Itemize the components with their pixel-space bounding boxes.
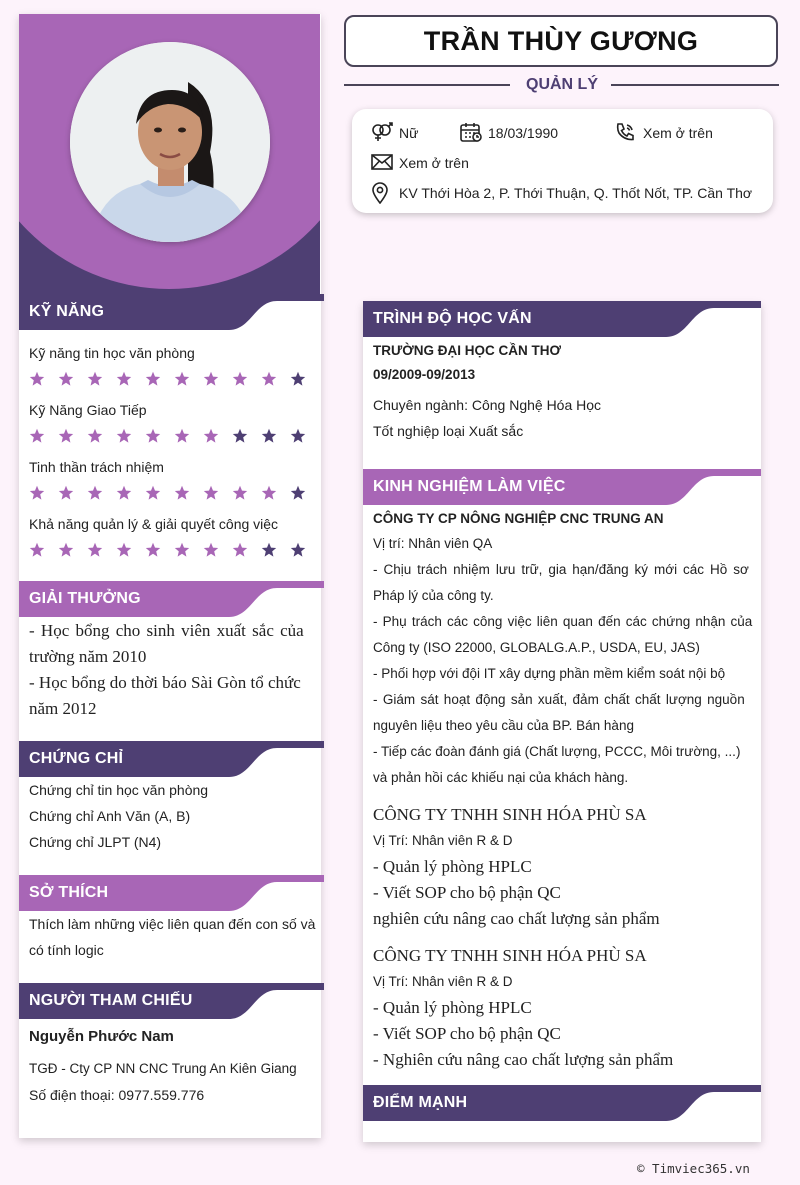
job-duty: nguyên liệu theo yêu cầu của BP. Bán hàng bbox=[373, 718, 634, 733]
star-filled-icon bbox=[232, 370, 261, 388]
email-icon bbox=[371, 154, 393, 175]
skill-label: Tinh thần trách nhiệm bbox=[29, 459, 164, 475]
profile-photo-block bbox=[19, 14, 320, 294]
job-duty: và phản hồi các khiếu nại của khách hàng. bbox=[373, 770, 629, 785]
avatar bbox=[70, 42, 270, 242]
star-filled-icon bbox=[87, 484, 116, 502]
education-title: TRÌNH ĐỘ HỌC VẤN bbox=[373, 310, 532, 327]
contact-birthdate: 18/03/1990 bbox=[488, 125, 559, 141]
star-filled-icon bbox=[29, 484, 58, 502]
award-line: trường năm 2010 bbox=[29, 647, 147, 666]
calendar-icon bbox=[460, 122, 482, 147]
reference-position: TGĐ - Cty CP NN CNC Trung An Kiên Giang bbox=[29, 1061, 297, 1076]
star-filled-icon bbox=[232, 541, 261, 559]
star-filled-icon bbox=[58, 484, 87, 502]
awards-title: GIẢI THƯỞNG bbox=[29, 590, 141, 607]
experience-header bbox=[363, 469, 761, 505]
job-duty: - Quản lý phòng HPLC bbox=[373, 857, 532, 876]
star-filled-icon bbox=[145, 541, 174, 559]
job-position: Vị Trí: Nhân viên R & D bbox=[373, 833, 513, 848]
star-filled-icon bbox=[232, 484, 261, 502]
star-filled-icon bbox=[87, 427, 116, 445]
star-empty-icon bbox=[232, 427, 261, 445]
skill-rating bbox=[29, 370, 319, 388]
divider bbox=[344, 84, 510, 86]
hobbies-line: Thích làm những việc liên quan đến con số và bbox=[29, 916, 316, 932]
star-filled-icon bbox=[87, 370, 116, 388]
job-position: Vị trí: Nhân viên QA bbox=[373, 536, 493, 551]
contact-email: Xem ở trên bbox=[399, 155, 469, 171]
gender-icon bbox=[370, 122, 394, 147]
skill-label: Khả năng quản lý & giải quyết công việc bbox=[29, 516, 279, 532]
location-icon bbox=[372, 182, 388, 209]
star-empty-icon bbox=[261, 541, 290, 559]
certificate-item: Chứng chỉ Anh Văn (A, B) bbox=[29, 808, 191, 824]
strengths-header bbox=[363, 1085, 761, 1121]
awards-header bbox=[19, 581, 324, 617]
star-filled-icon bbox=[87, 541, 116, 559]
skill-label: Kỹ Năng Giao Tiếp bbox=[29, 402, 147, 418]
skill-rating bbox=[29, 541, 319, 559]
education-period: 09/2009-09/2013 bbox=[373, 367, 476, 382]
star-filled-icon bbox=[174, 541, 203, 559]
education-grade: Tốt nghiệp loại Xuất sắc bbox=[373, 423, 524, 439]
education-header bbox=[363, 301, 761, 337]
skills-title: KỸ NĂNG bbox=[29, 303, 105, 320]
footer-credit: © Timviec365.vn bbox=[637, 1161, 750, 1176]
job-duty: Công ty (ISO 22000, GLOBALG.A.P., USDA, EU, JAS) bbox=[373, 640, 700, 655]
star-filled-icon bbox=[145, 370, 174, 388]
star-empty-icon bbox=[290, 484, 319, 502]
star-filled-icon bbox=[116, 427, 145, 445]
contact-phone: Xem ở trên bbox=[643, 125, 713, 141]
award-line: - Học bổng cho sinh viên xuất sắc của bbox=[29, 621, 304, 640]
star-filled-icon bbox=[116, 484, 145, 502]
star-filled-icon bbox=[261, 370, 290, 388]
job-duty: nghiên cứu nâng cao chất lượng sản phẩm bbox=[373, 909, 660, 928]
contact-address: KV Thới Hòa 2, P. Thới Thuận, Q. Thốt Nốt, TP. Cần Thơ bbox=[399, 185, 753, 201]
star-filled-icon bbox=[116, 541, 145, 559]
star-filled-icon bbox=[29, 541, 58, 559]
hobbies-line: có tính logic bbox=[29, 942, 104, 958]
job-duty: - Chịu trách nhiệm lưu trữ, gia hạn/đăng ký mới các Hồ sơ bbox=[373, 562, 749, 577]
job-duty: - Quản lý phòng HPLC bbox=[373, 998, 532, 1017]
star-filled-icon bbox=[174, 370, 203, 388]
hobbies-header bbox=[19, 875, 324, 911]
star-empty-icon bbox=[261, 427, 290, 445]
star-filled-icon bbox=[174, 427, 203, 445]
job-duty: - Nghiên cứu nâng cao chất lượng sản phẩm bbox=[373, 1050, 674, 1069]
star-empty-icon bbox=[290, 541, 319, 559]
phone-icon bbox=[615, 122, 637, 147]
skill-label: Kỹ năng tin học văn phòng bbox=[29, 345, 195, 361]
job-position: Vị Trí: Nhân viên R & D bbox=[373, 974, 513, 989]
star-filled-icon bbox=[203, 541, 232, 559]
job-duty: - Tiếp các đoàn đánh giá (Chất lượng, PCCC, Môi trường, ...) bbox=[373, 744, 741, 759]
certificate-item: Chứng chỉ tin học văn phòng bbox=[29, 782, 209, 798]
star-empty-icon bbox=[290, 427, 319, 445]
references-header bbox=[19, 983, 324, 1019]
star-filled-icon bbox=[145, 484, 174, 502]
skills-header bbox=[19, 294, 324, 330]
star-filled-icon bbox=[203, 484, 232, 502]
references-title: NGƯỜI THAM CHIẾU bbox=[29, 992, 193, 1009]
award-line: - Học bổng do thời báo Sài Gòn tổ chức bbox=[29, 673, 301, 692]
star-filled-icon bbox=[116, 370, 145, 388]
education-major: Chuyên ngành: Công Nghệ Hóa Học bbox=[373, 397, 602, 413]
star-filled-icon bbox=[174, 484, 203, 502]
skill-rating bbox=[29, 484, 319, 502]
contact-gender: Nữ bbox=[399, 125, 419, 141]
job-company: CÔNG TY TNHH SINH HÓA PHÙ SA bbox=[373, 805, 647, 824]
certificate-item: Chứng chỉ JLPT (N4) bbox=[29, 834, 162, 850]
star-filled-icon bbox=[203, 370, 232, 388]
star-filled-icon bbox=[145, 427, 174, 445]
divider bbox=[611, 84, 779, 86]
star-filled-icon bbox=[58, 541, 87, 559]
job-duty: Pháp lý của công ty. bbox=[373, 588, 494, 603]
job-duty: - Phụ trách các công việc liên quan đến các chứng nhận của bbox=[373, 614, 753, 629]
job-duty: - Viết SOP cho bộ phận QC bbox=[373, 1024, 561, 1043]
education-school: TRƯỜNG ĐẠI HỌC CẦN THƠ bbox=[373, 343, 561, 358]
certificates-header bbox=[19, 741, 324, 777]
skill-rating bbox=[29, 427, 319, 445]
star-filled-icon bbox=[29, 427, 58, 445]
candidate-name: TRẦN THÙY GƯƠNG bbox=[344, 15, 778, 67]
reference-name: Nguyễn Phước Nam bbox=[29, 1028, 174, 1045]
job-company: CÔNG TY TNHH SINH HÓA PHÙ SA bbox=[373, 946, 647, 965]
star-filled-icon bbox=[58, 370, 87, 388]
job-company: CÔNG TY CP NÔNG NGHIỆP CNC TRUNG AN bbox=[373, 511, 664, 526]
star-empty-icon bbox=[290, 370, 319, 388]
job-duty: - Giám sát hoạt động sản xuất, đảm chất chất lượng nguồn bbox=[373, 692, 745, 707]
strengths-title: ĐIỂM MẠNH bbox=[373, 1094, 468, 1111]
star-filled-icon bbox=[261, 484, 290, 502]
certificates-title: CHỨNG CHỈ bbox=[29, 750, 124, 767]
job-duty: - Phối hợp với đội IT xây dựng phần mềm kiểm soát nội bộ bbox=[373, 666, 726, 681]
star-filled-icon bbox=[203, 427, 232, 445]
experience-title: KINH NGHIỆM LÀM VIỆC bbox=[373, 478, 566, 495]
job-duty: - Viết SOP cho bộ phận QC bbox=[373, 883, 561, 902]
hobbies-title: SỞ THÍCH bbox=[29, 884, 109, 901]
star-filled-icon bbox=[29, 370, 58, 388]
award-line: năm 2012 bbox=[29, 699, 97, 718]
reference-phone: Số điện thoại: 0977.559.776 bbox=[29, 1087, 205, 1103]
star-filled-icon bbox=[58, 427, 87, 445]
candidate-role: QUẢN LÝ bbox=[526, 76, 598, 93]
